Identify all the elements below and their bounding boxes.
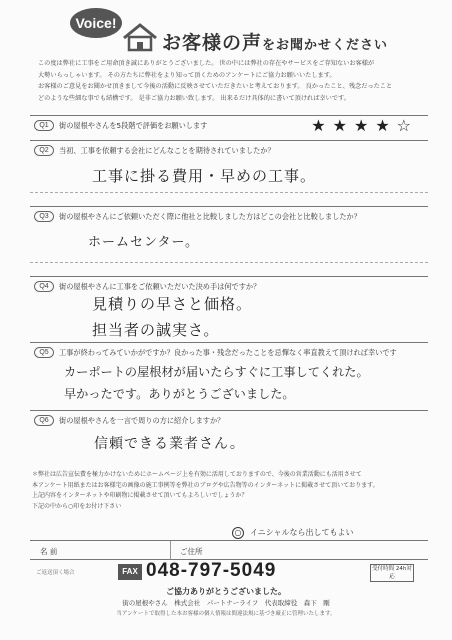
house-icon — [120, 22, 160, 52]
divider — [30, 262, 428, 263]
privacy-note: 当アンケートで取得した本お客様の個人情報は間違法規に基づき厳正に管理いたします。 — [116, 611, 336, 617]
question-1 — [30, 115, 428, 137]
answer-line-1: カーポートの屋根材が届いたらすぐに工事してくれた。 — [64, 365, 369, 379]
consent-option[interactable] — [232, 527, 354, 539]
voice-badge: Voice! — [70, 8, 122, 38]
divider — [30, 192, 428, 193]
question-label — [34, 120, 207, 131]
hours-badge: 受付時間 24h対応 — [370, 564, 414, 582]
return-note: ご返送頂く場合 — [36, 570, 75, 576]
name-label: 名 前 — [40, 547, 58, 556]
consent-option-label: イニシャルなら出してもよい — [250, 528, 354, 537]
page-title-sub: をお聞かせください — [262, 38, 389, 53]
question-number: Q1 — [34, 120, 54, 131]
company-line: 街の屋根やさん 株式会社 パートナーライフ 代表取締役 森下 剛 — [122, 599, 330, 607]
question-text: 工事が終わってみていかがですか？良かった事・残念だったことを忌憚なく率直教えて頂ければ幸いです — [59, 347, 397, 357]
answer-line-1: 見積りの早さと価格。 — [92, 295, 253, 313]
note-line: 上記内容をインターネットや印刷物に掲載させて頂いてもよろしいでしょうか？ — [32, 492, 248, 499]
question-6 — [30, 410, 428, 466]
question-number: Q4 — [34, 281, 54, 292]
intro-line: お客様のご意見をお聞かせ頂きまして今後の活動に反映させていただきたいと考えております。 良かったこと、残念だったこと — [38, 83, 393, 90]
question-number: Q3 — [34, 211, 54, 222]
contact-box — [30, 562, 428, 584]
question-text: 街の屋根やさんに工事をご依頼いただいた決め手は何ですか？ — [59, 281, 261, 291]
question-label — [34, 347, 397, 358]
question-4 — [30, 276, 428, 340]
question-label — [34, 211, 361, 222]
answer-text: 信頼できる業者さん。 — [94, 436, 245, 452]
divider — [170, 541, 171, 559]
question-number: Q6 — [34, 415, 54, 426]
page-title-main: お客様の声 — [162, 32, 263, 54]
question-label — [34, 281, 260, 292]
intro-line: 大勢いらっしゃいます。 その方たちに弊社をより知って頂くためのアンケートにご協力お願いいたします。 — [38, 71, 336, 79]
answer-line-2: 早かったです。ありがとうございました。 — [64, 387, 295, 401]
disclosure-notes — [32, 470, 422, 512]
consent-circle-mark: ○ — [232, 527, 244, 539]
note-line: 本アンケート用紙またはお客様宅の画像の施工事例等を弊社のブログや広告物等のインターネットに掲載させて頂いております。 — [32, 481, 379, 489]
page-title — [162, 28, 388, 55]
question-3 — [30, 206, 428, 268]
question-text: 街の屋根やさんを5段階で評価をお願いします — [59, 120, 208, 130]
name-address-row — [30, 540, 428, 560]
note-line: ＊弊社は広告宣伝費を極力かけないためにホームページ上を有効に活用しておりますので、今後の営業活動にも活用させて — [32, 471, 362, 478]
address-label: ご住所 — [180, 547, 203, 556]
question-number: Q2 — [34, 145, 54, 156]
rating-stars: ★★★★☆ — [311, 116, 418, 135]
intro-line: どのような些細な事でも結構です。 是非ご協力お願い致します。 出来るだけ具体的に書いて頂ければ幸いです。 — [38, 94, 350, 102]
question-5 — [30, 342, 428, 406]
thanks-text: ご協力ありがとうございました。 — [166, 587, 286, 596]
answer-line-2: 担当者の誠実さ。 — [92, 321, 220, 339]
note-line: 下記の中から○印をお付け下さい — [32, 502, 122, 510]
intro-line: この度は弊社に工事をご用命頂き誠にありがとうございました。 世の中には弊社の存在やサービスをご存知ないお客様が — [38, 60, 375, 67]
question-text: 街の屋根やさんにご依頼いただく際に他社と比較しました方はどこの会社と比較しましたか？ — [59, 211, 361, 221]
question-number: Q5 — [34, 347, 54, 358]
fax-tag: FAX — [118, 564, 142, 580]
question-2 — [30, 140, 428, 200]
answer-text: 工事に掛る費用・早めの工事。 — [92, 167, 317, 185]
question-text: 当初、工事を依頼する会社にどんなことを期待されていましたか？ — [59, 145, 275, 155]
question-label — [34, 145, 275, 156]
fax-number: 048-797-5049 — [146, 560, 277, 581]
question-label — [34, 415, 224, 426]
answer-text: ホームセンター。 — [88, 235, 199, 250]
intro-text — [38, 58, 420, 104]
question-text: 街の屋根やさんを一言で周りの方に紹介しますか？ — [59, 415, 225, 425]
